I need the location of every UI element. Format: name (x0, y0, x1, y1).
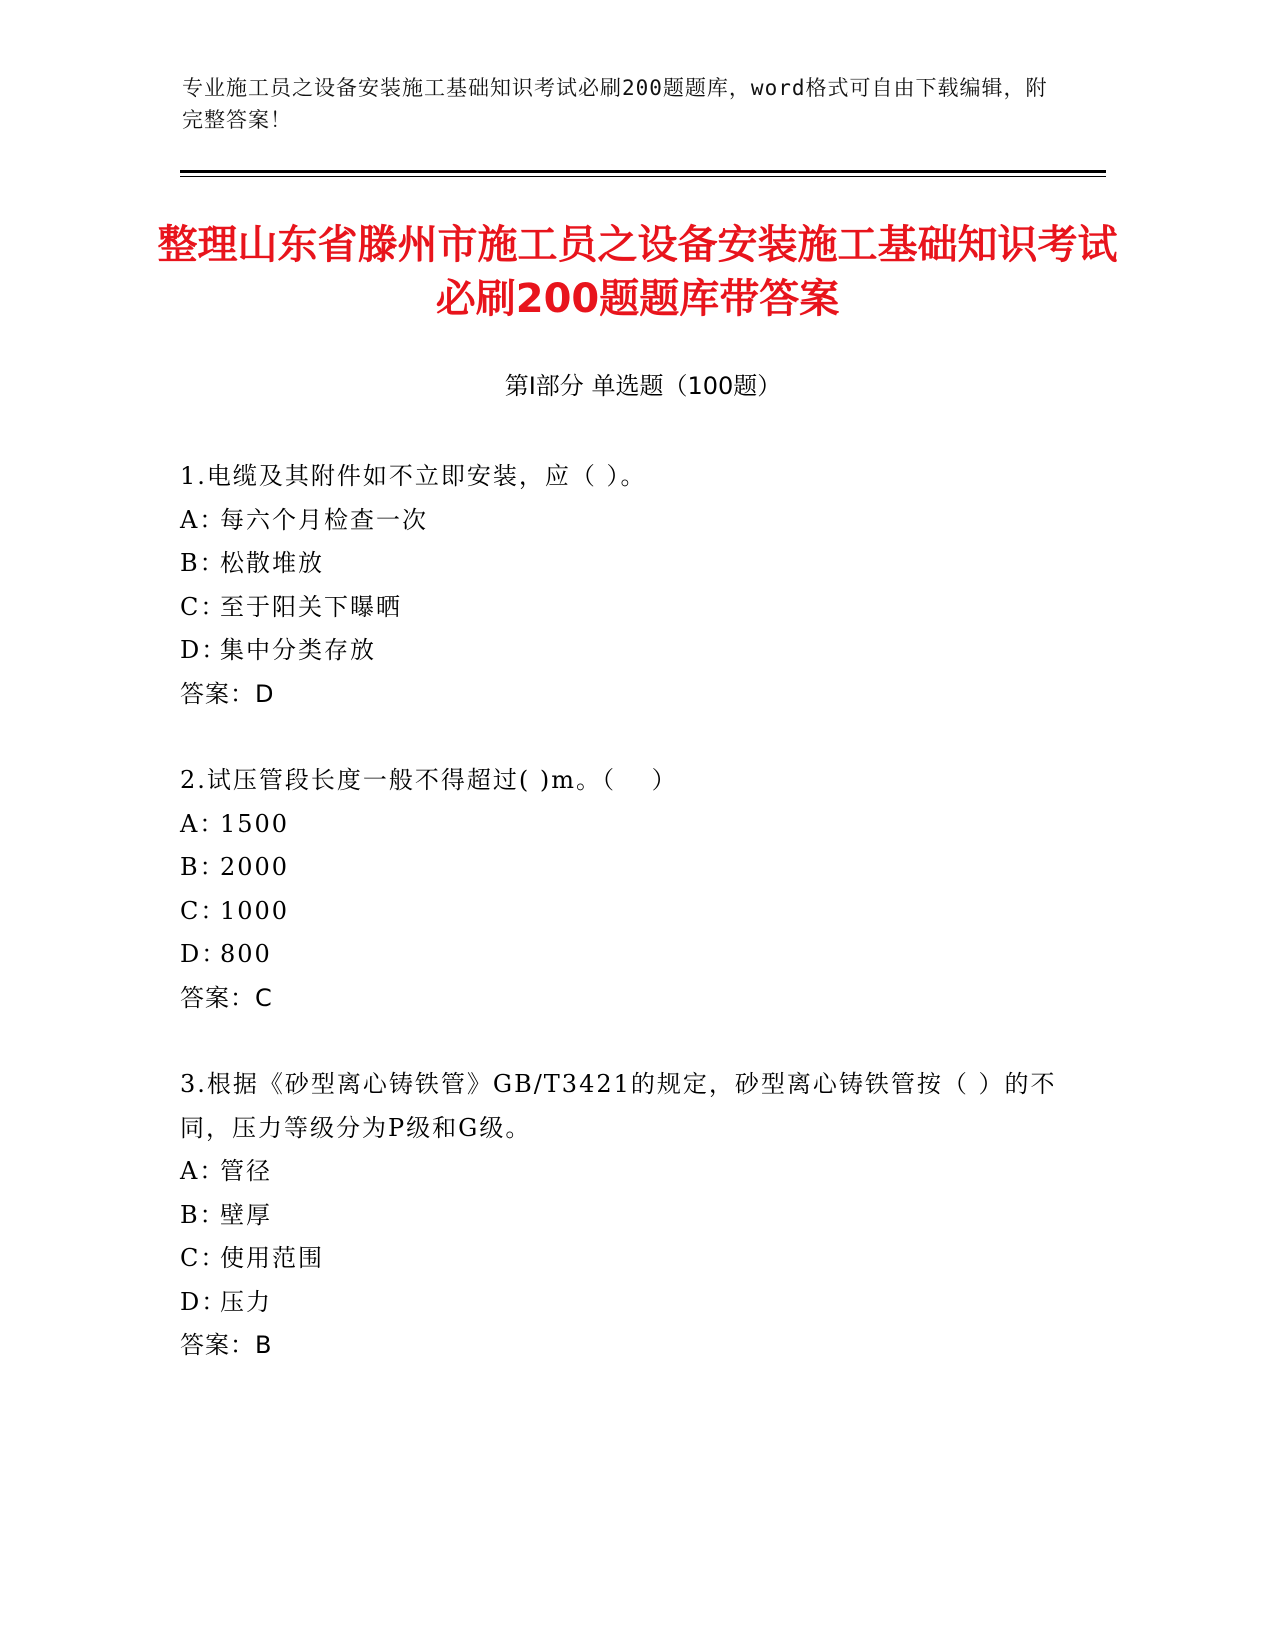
header-note: 专业施工员之设备安装施工基础知识考试必刷200题题库，word格式可自由下载编辑，附完整答案！ (182, 76, 1048, 132)
option-key: A： (180, 809, 226, 838)
option-d (180, 1281, 1060, 1325)
option-text: 使用范围 (220, 1244, 324, 1272)
option-d (180, 629, 1060, 673)
option-text: 管径 (220, 1157, 272, 1185)
option-a (180, 1150, 1060, 1194)
option-key: A： (180, 1157, 226, 1185)
question-3 (180, 1063, 1060, 1368)
option-key: B： (180, 1200, 226, 1229)
option-key: B： (180, 549, 226, 577)
option-text: 1000 (220, 896, 290, 925)
option-key: C： (180, 1244, 227, 1272)
option-b (180, 846, 1060, 890)
question-stem: 2.试压管段长度一般不得超过( )m。（ ） (180, 766, 678, 794)
option-b (180, 542, 1060, 586)
option-key: D： (180, 636, 228, 664)
question-2 (180, 759, 1060, 1020)
answer-line: 答案：D (180, 679, 275, 708)
question-stem: 3.根据《砂型离心铸铁管》GB/T3421的规定，砂型离心铸铁管按（ ）的不同，压力等级分为P级和G级。 (180, 1070, 1057, 1142)
option-key: C： (180, 896, 227, 925)
section-heading: 第Ⅰ部分 单选题（100题） (504, 372, 782, 400)
option-text: 松散堆放 (220, 549, 324, 577)
header-divider-thin (180, 176, 1106, 177)
option-text: 1500 (220, 809, 290, 838)
option-text: 2000 (220, 853, 290, 881)
option-text: 至于阳关下曝晒 (220, 592, 402, 621)
option-b (180, 1194, 1060, 1238)
question-list (180, 455, 1060, 1411)
option-text: 每六个月检查一次 (220, 505, 428, 534)
option-text: 壁厚 (220, 1200, 272, 1229)
option-c (180, 890, 1060, 934)
option-text: 压力 (220, 1287, 272, 1316)
answer-line: 答案：C (180, 983, 273, 1012)
option-c (180, 1237, 1060, 1281)
option-d (180, 933, 1060, 977)
option-key: C： (180, 592, 227, 621)
option-text: 集中分类存放 (220, 636, 376, 664)
document-title: 整理山东省滕州市施工员之设备安装施工基础知识考试必刷200题题库带答案 (157, 222, 1118, 322)
option-a (180, 803, 1060, 847)
option-text: 800 (220, 940, 272, 968)
option-key: A： (180, 505, 226, 534)
answer-line: 答案：B (180, 1331, 273, 1359)
question-1 (180, 455, 1060, 716)
option-key: D： (180, 940, 228, 968)
option-c (180, 586, 1060, 630)
option-key: B： (180, 853, 226, 881)
header-divider-thick (180, 170, 1106, 173)
option-key: D： (180, 1287, 228, 1316)
option-a (180, 499, 1060, 543)
question-stem: 1.电缆及其附件如不立即安装，应（ ）。 (180, 462, 647, 490)
